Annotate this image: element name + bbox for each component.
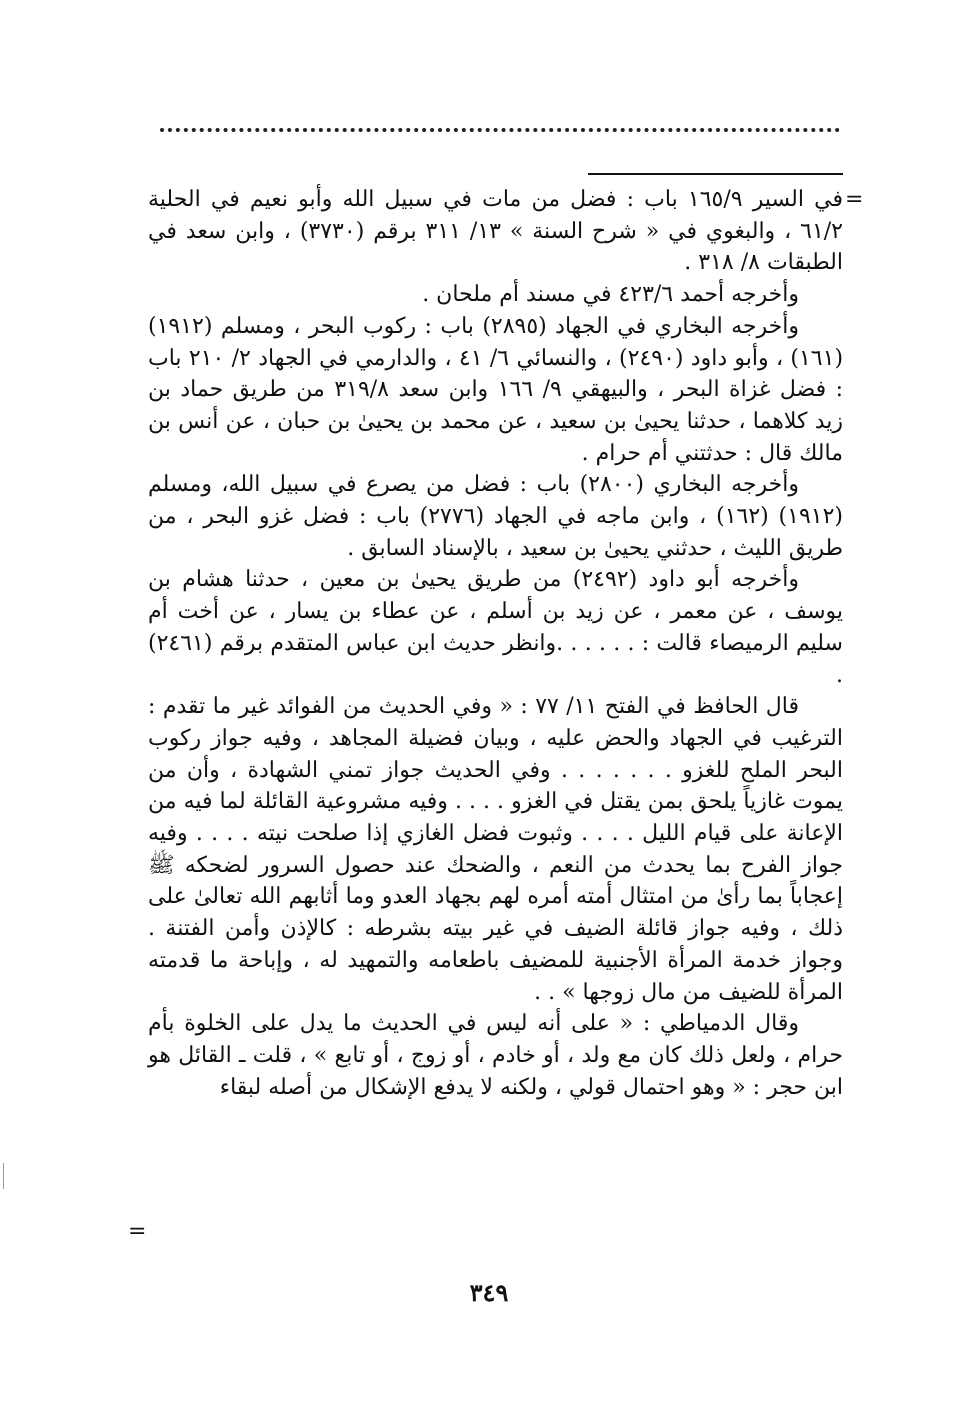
footnote-paragraph: وأخرجه البخاري (٢٨٠٠) باب : فضل من يصرع في سبيل الله، ومسلم (١٩١٢) (١٦٢) ، وابن ماجه في الجهاد (٢٧٧٦) باب : فضل غزو البحر ، من طريق الليث ، حدثني يحيىٰ بن سعيد ، بالإسناد السابق . [148, 472, 843, 561]
footnote-paragraph: وأخرجه أحمد ٤٢٣/٦ في مسند أم ملحان . [422, 282, 799, 308]
footnote-paragraph: وأخرجه البخاري في الجهاد (٢٨٩٥) باب : ركوب البحر ، ومسلم (١٩١٢) (١٦١) ، وأبو داود (٢٤٩٠) ، والنسائي ٦/ ٤١ ، والدارمي في الجهاد ٢/ ٢١٠ باب : فضل غزاة البحر ، والبيهقي ٩/ ١٦٦ وابن سعد ٣١٩/٨ من طريق حماد بن زيد كلاهما ، حدثنا يحيىٰ بن سعيد ، عن محمد بن يحيىٰ بن حبان ، عن أنس بن مالك قال : حدثتني أم حرام . [148, 313, 844, 466]
scan-edge-mark [3, 1163, 4, 1189]
continuation-mark-end: = [128, 1219, 147, 1244]
continuation-mark-start: = [845, 187, 864, 212]
footnote-body [148, 184, 843, 1103]
footnote-paragraph: وقال الدمياطي : « على أنه ليس في الحديث ما يدل على الخلوة بأم حرام ، ولعل ذلك كان مع ولد ، أو خادم ، أو زوج ، أو تابع » ، قلت ـ القائل هو ابن حجر : « وهو احتمال قولي ، ولكنه لا يدفع الإشكال من أصله لبقاء [148, 1011, 843, 1100]
page-number: ٣٤٩ [469, 1278, 509, 1307]
footnote-paragraph: في السير ١٦٥/٩ باب : فضل من مات في سبيل الله وأبو نعيم في الحلية ٦١/٢ ، والبغوي في « شرح السنة » ١٣/ ٣١١ برقم (٣٧٣٠) ، وابن سعد في الطبقات ٨/ ٣١٨ . [148, 187, 843, 276]
footnote-rule [588, 173, 843, 175]
dotted-separator [160, 128, 840, 142]
footnote-paragraph: قال الحافظ في الفتح ١١/ ٧٧ : « وفي الحديث من الفوائد غير ما تقدم : الترغيب في الجهاد والحض عليه ، وبيان فضيلة المجاهد ، وفيه جواز ركوب البحر الملح للغزو . . . . . . . وفي الحديث جواز تمني الشهادة ، وأن من يموت غازياً يلحق بمن يقتل في الغزو . . . . وفيه مشروعية القائلة لما فيه من الإعانة على قيام الليل . . . . وثبوت فضل الغازي إذا صلحت نيته . . . . وفيه جواز الفرح بما يحدث من النعم ، والضحك عند حصول السرور لضحكه ﷺ إعجاباً بما رأىٰ من امتثال أمته أمره لهم بجهاد العدو وما أثابهم الله تعالىٰ على ذلك ، وفيه جواز قائلة الضيف في غير بيته بشرطه : كالإذن وأمن الفتنة . وجواز خدمة المرأة الأجنبية للمضيف باطعامه والتمهيد له ، وإباحة ما قدمته المرأة للضيف من مال زوجها » . . [148, 694, 844, 1005]
footnote-paragraph: وأخرجه أبو داود (٢٤٩٢) من طريق يحيىٰ بن معين ، حدثنا هشام بن يوسف ، عن معمر ، عن زيد بن أسلم ، عن عطاء بن يسار ، عن أخت أم سليم الرميصاء قالت : . . . . . .وانظر حديث ابن عباس المتقدم برقم (٢٤٦١) . [148, 567, 843, 688]
